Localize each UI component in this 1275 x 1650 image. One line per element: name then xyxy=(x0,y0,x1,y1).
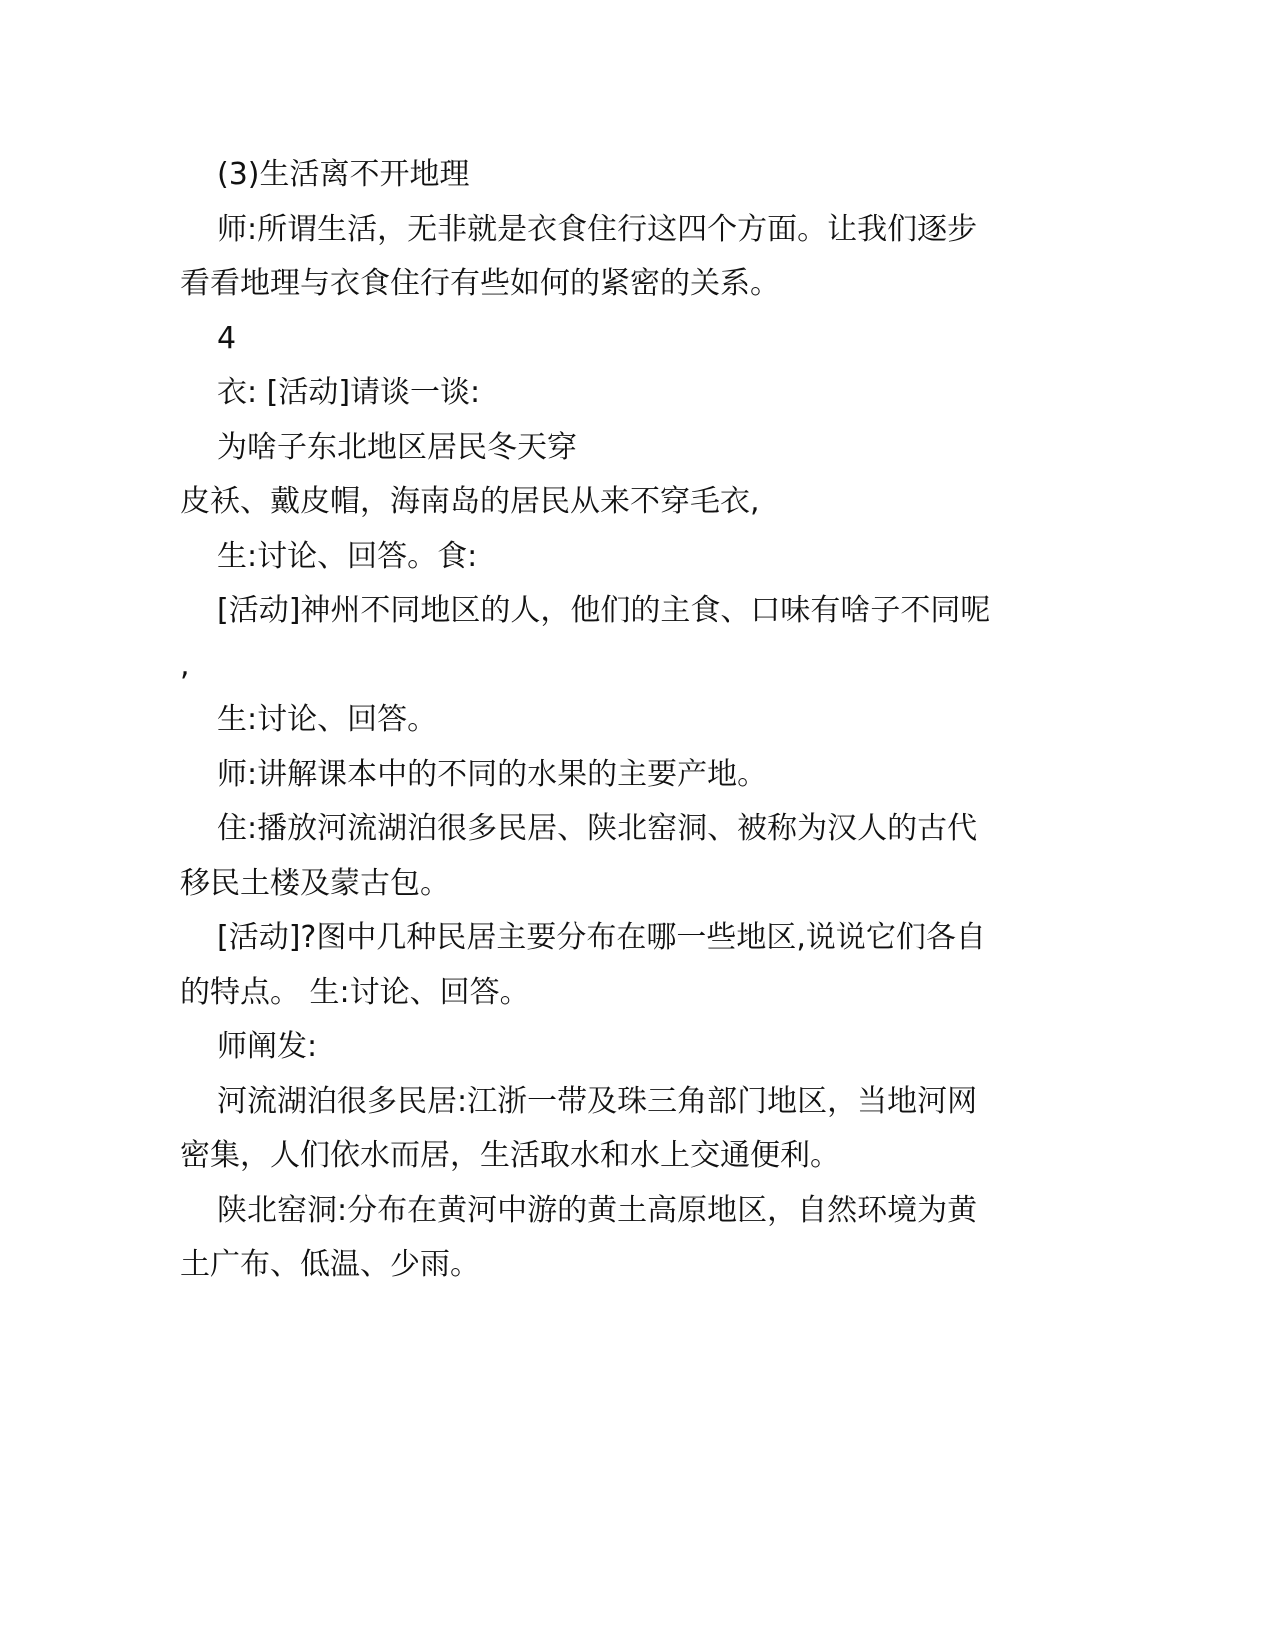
page-number-line: 4 xyxy=(217,320,237,356)
section-heading: (3)生活离不开地理 xyxy=(217,157,470,192)
text-line: 的特点。 生:讨论、回答。 xyxy=(180,974,530,1010)
text-line: 移民土楼及蒙古包。 xyxy=(180,865,450,901)
text-line: 师:讲解课本中的不同的水果的主要产地。 xyxy=(217,756,768,792)
text-line: 住:播放河流湖泊很多民居、陕北窑洞、被称为汉人的古代 xyxy=(217,811,978,846)
text-line: 土广布、低温、少雨。 xyxy=(180,1247,480,1282)
text-line: 生:讨论、回答。食: xyxy=(217,538,478,574)
text-line: 为啥子东北地区居民冬天穿 xyxy=(217,429,577,465)
text-line: 看看地理与衣食住行有些如何的紧密的关系。 xyxy=(180,266,780,301)
text-line: 密集，人们依水而居，生活取水和水上交通便利。 xyxy=(180,1138,840,1173)
text-line: 河流湖泊很多民居:江浙一带及珠三角部门地区，当地河网 xyxy=(217,1083,978,1119)
text-line: 衣: [活动]请谈一谈: xyxy=(217,375,481,410)
text-line: 陕北窑洞:分布在黄河中游的黄土高原地区，自然环境为黄 xyxy=(217,1192,978,1228)
text-line: 师阐发: xyxy=(217,1029,318,1064)
text-line: 生:讨论、回答。 xyxy=(217,702,438,737)
text-line: , xyxy=(180,647,190,683)
document-body xyxy=(180,148,1040,1293)
text-line: [活动]?图中几种民居主要分布在哪一些地区,说说它们各自 xyxy=(217,920,986,955)
text-line: [活动]神州不同地区的人，他们的主食、口味有啥子不同呢 xyxy=(217,593,991,628)
text-line: 皮袄、戴皮帽，海南岛的居民从来不穿毛衣, xyxy=(180,484,760,519)
text-line: 师:所谓生活，无非就是衣食住行这四个方面。让我们逐步 xyxy=(217,211,978,247)
